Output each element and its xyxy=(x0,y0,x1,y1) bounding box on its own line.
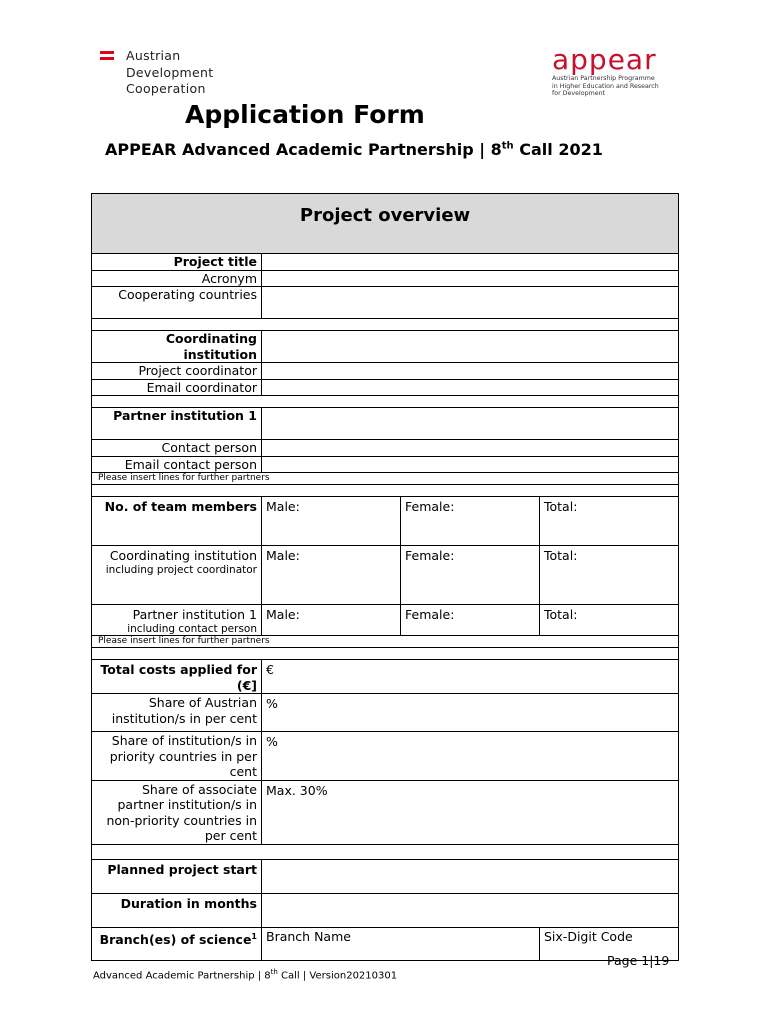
share-associate-field[interactable]: Max. 30% xyxy=(262,780,679,844)
insert-lines-note: Please insert lines for further partners xyxy=(92,636,679,648)
share-priority-field[interactable]: % xyxy=(262,732,679,781)
footer-text: Advanced Academic Partnership | 8 xyxy=(93,970,271,982)
countries-label: Cooperating countries xyxy=(92,287,262,319)
share-priority-label: Share of institution/s in priority countries in per cent xyxy=(92,732,262,781)
appear-subtitle-2: in Higher Education and Research xyxy=(552,82,659,90)
partner-institution-field[interactable] xyxy=(262,408,679,440)
project-coordinator-label: Project coordinator xyxy=(92,363,262,380)
email-contact-field[interactable] xyxy=(262,456,679,473)
team-members-label: No. of team members xyxy=(92,497,262,546)
duration-field[interactable] xyxy=(262,893,679,927)
page-number: Page 1|19 xyxy=(607,953,670,968)
coord-female-field[interactable]: Female: xyxy=(401,546,540,605)
team-female-field[interactable]: Female: xyxy=(401,497,540,546)
partner-team-sub: including contact person xyxy=(127,622,257,635)
page-title: Application Form xyxy=(185,100,425,129)
spacer-row xyxy=(92,319,679,331)
insert-lines-note: Please insert lines for further partners xyxy=(92,473,679,485)
section-title: Project overview xyxy=(92,194,679,254)
coordinating-team-title: Coordinating institution xyxy=(109,548,257,563)
project-title-label: Project title xyxy=(92,254,262,271)
coord-total-field[interactable]: Total: xyxy=(540,546,679,605)
page-subtitle xyxy=(105,140,603,159)
project-overview-form xyxy=(91,193,679,961)
project-title-field[interactable] xyxy=(262,254,679,271)
subtitle-call: Call 2021 xyxy=(513,140,603,159)
subtitle-sup: th xyxy=(501,140,514,152)
team-total-field[interactable]: Total: xyxy=(540,497,679,546)
share-austrian-label: Share of Austrian institution/s in per cent xyxy=(92,694,262,732)
total-costs-label: Total costs applied for (€] xyxy=(92,660,262,694)
planned-start-field[interactable] xyxy=(262,859,679,893)
contact-person-label: Contact person xyxy=(92,440,262,457)
footer-version xyxy=(93,968,397,981)
share-associate-label: Share of associate partner institution/s in non-priority countries in per cent xyxy=(92,780,262,844)
appear-subtitle-1: Austrian Partnership Programme xyxy=(552,75,655,82)
partner-total-field[interactable]: Total: xyxy=(540,605,679,636)
appear-logo xyxy=(552,45,672,98)
branches-label xyxy=(92,927,262,960)
acronym-label: Acronym xyxy=(92,270,262,287)
appear-subtitle-3: for Development xyxy=(552,90,606,98)
coordinating-institution-label: Coordinating institution xyxy=(92,331,262,363)
appear-wordmark: appear xyxy=(552,43,657,76)
spacer-row xyxy=(92,485,679,497)
partner-team-title: Partner institution 1 xyxy=(132,607,257,622)
duration-label: Duration in months xyxy=(92,893,262,927)
six-digit-code-field[interactable]: Six-Digit Code xyxy=(540,927,679,960)
footnote-marker: 1 xyxy=(251,931,257,941)
footer-sup: th xyxy=(270,968,278,976)
email-coordinator-field[interactable] xyxy=(262,379,679,396)
partner-male-field[interactable]: Male: xyxy=(262,605,401,636)
logo-line-2: Development xyxy=(126,64,214,80)
total-costs-field[interactable]: € xyxy=(262,660,679,694)
contact-person-field[interactable] xyxy=(262,440,679,457)
countries-field[interactable] xyxy=(262,287,679,319)
footer-version-text: Call | Version20210301 xyxy=(277,970,398,982)
austrian-flag-icon xyxy=(100,51,114,63)
email-coordinator-label: Email coordinator xyxy=(92,379,262,396)
branch-name-field[interactable]: Branch Name xyxy=(262,927,540,960)
logo-line-3: Cooperation xyxy=(126,81,206,96)
branches-text: Branch(es) of science xyxy=(99,931,252,947)
spacer-row xyxy=(92,844,679,859)
email-contact-label: Email contact person xyxy=(92,456,262,473)
coordinating-team-label xyxy=(92,546,262,605)
acronym-field[interactable] xyxy=(262,270,679,287)
spacer-row xyxy=(92,396,679,408)
logo-line-1: Austrian xyxy=(126,48,181,63)
planned-start-label: Planned project start xyxy=(92,859,262,893)
share-austrian-field[interactable]: % xyxy=(262,694,679,732)
partner-team-label xyxy=(92,605,262,636)
partner-institution-label: Partner institution 1 xyxy=(92,408,262,440)
coordinating-institution-field[interactable] xyxy=(262,331,679,363)
coord-male-field[interactable]: Male: xyxy=(262,546,401,605)
spacer-row xyxy=(92,648,679,660)
coordinating-team-sub: including project coordinator xyxy=(105,563,257,576)
subtitle-text: APPEAR Advanced Academic Partnership | 8 xyxy=(105,140,502,159)
project-coordinator-field[interactable] xyxy=(262,363,679,380)
team-male-field[interactable]: Male: xyxy=(262,497,401,546)
partner-female-field[interactable]: Female: xyxy=(401,605,540,636)
